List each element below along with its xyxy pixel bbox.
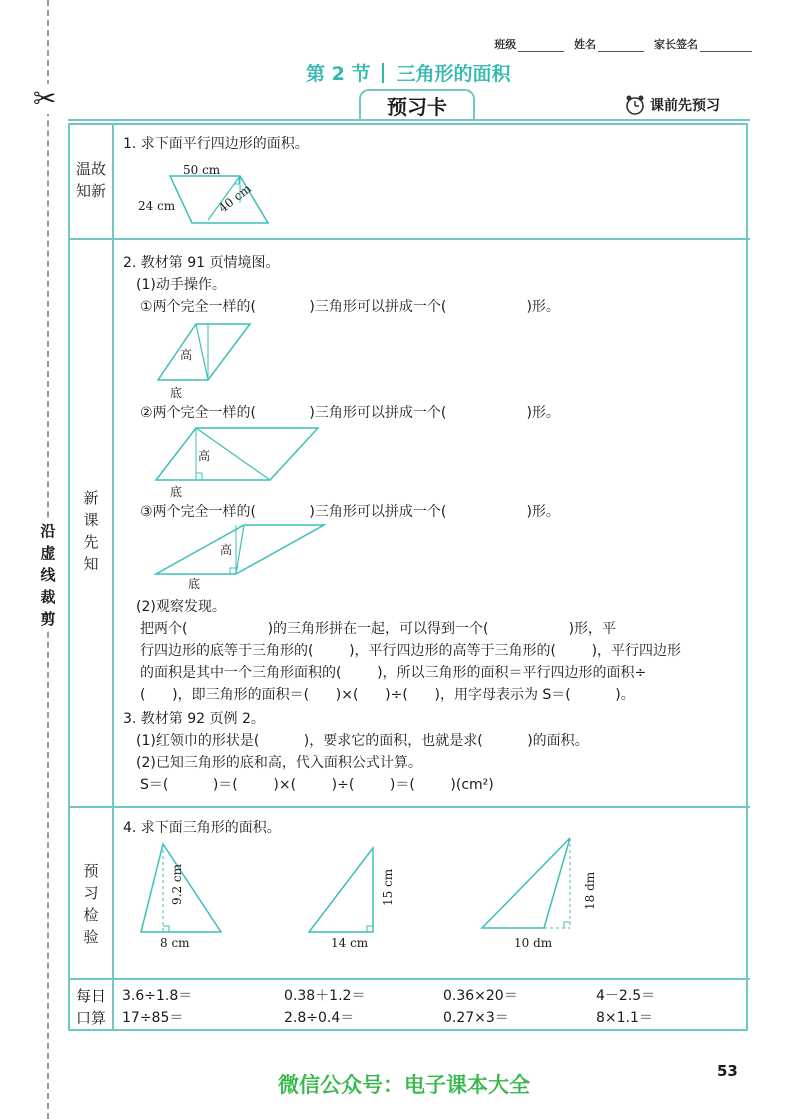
row-heading-check: 预 习 检 验 xyxy=(83,862,99,946)
calc-item[interactable]: 0.38＋1.2＝ xyxy=(284,988,366,1004)
calc-item[interactable]: 0.27×3＝ xyxy=(443,1010,509,1026)
observation-line-1[interactable]: 把两个( )的三角形拼在一起，可以得到一个( )形，平 xyxy=(140,621,617,637)
triangle-3-base-label: 10 dm xyxy=(514,936,553,950)
class-blank[interactable] xyxy=(518,41,564,52)
class-label: 班级 xyxy=(494,38,517,51)
cut-instruction: 沿 虚 线 裁 剪 xyxy=(37,520,59,630)
student-info-fields xyxy=(494,36,752,52)
parallelogram-side-label: 24 cm xyxy=(138,199,176,213)
figure-obtuse-triangles xyxy=(152,522,332,577)
fill-blank-item-3[interactable]: ③两个完全一样的( )三角形可以拼成一个( )形。 xyxy=(140,504,560,520)
base-label-3: 底 xyxy=(188,577,201,591)
triangle-2-height-label: 15 cm xyxy=(381,868,395,906)
section-title xyxy=(306,59,510,86)
row-heading-daily: 每日 口算 xyxy=(75,987,106,1027)
parallelogram-height-label: 40 cm xyxy=(215,181,254,216)
fill-blank-item-1[interactable]: ①两个完全一样的( )三角形可以拼成一个( )形。 xyxy=(140,299,560,315)
height-label-2: 高 xyxy=(198,449,211,463)
observation-line-2[interactable]: 行四边形的底等于三角形的( )，平行四边形的高等于三角形的( )，平行四边形 xyxy=(140,643,682,659)
calc-item[interactable]: 0.36×20＝ xyxy=(443,988,518,1004)
scissors-icon: ✂ xyxy=(33,82,57,115)
question-3: 3. 教材第 92 页例 2。 xyxy=(123,711,265,727)
name-blank[interactable] xyxy=(598,41,644,52)
triangle-1-height-label: 9.2 cm xyxy=(170,864,184,905)
table-column-divider xyxy=(112,123,114,1031)
row-heading-new: 新 课 先 知 xyxy=(83,489,99,573)
triangle-figure-2 xyxy=(305,844,380,934)
row-heading-review: 温故 知新 xyxy=(75,160,106,200)
formula-blanks[interactable]: S＝( )＝( )×( )÷( )＝( )(cm²) xyxy=(140,777,494,793)
figure-acute-triangles xyxy=(150,425,325,485)
preview-badge-label: 课前先预习 xyxy=(650,98,720,114)
triangle-2-base-label: 14 cm xyxy=(331,936,369,950)
parallelogram-top-label: 50 cm xyxy=(183,163,221,177)
parent-sign-blank[interactable] xyxy=(700,41,752,52)
calc-item[interactable]: 4－2.5＝ xyxy=(596,988,656,1004)
question-3-1[interactable]: (1)红领巾的形状是( )，要求它的面积，也就是求( )的面积。 xyxy=(136,733,589,749)
triangle-figure-3 xyxy=(478,834,578,932)
height-label-3: 高 xyxy=(220,543,233,557)
row-divider xyxy=(68,238,750,240)
triangle-1-base-label: 8 cm xyxy=(160,936,190,950)
name-label: 姓名 xyxy=(574,38,597,51)
section-number: 第 2 节 xyxy=(306,63,371,85)
row-divider xyxy=(68,978,750,980)
base-label-1: 底 xyxy=(170,386,183,400)
title-bar xyxy=(68,119,750,121)
subquestion-2-2: (2)观察发现。 xyxy=(136,599,226,615)
question-3-2: (2)已知三角形的底和高，代入面积公式计算。 xyxy=(136,755,422,771)
card-title: 预习卡 xyxy=(359,89,475,121)
base-label-2: 底 xyxy=(170,485,183,499)
subquestion-2-1: (1)动手操作。 xyxy=(136,277,226,293)
question-4: 4. 求下面三角形的面积。 xyxy=(123,820,281,836)
question-2: 2. 教材第 91 页情境图。 xyxy=(123,255,280,271)
preview-badge xyxy=(624,94,720,116)
wechat-footer: 微信公众号：电子课本大全 xyxy=(278,1073,530,1097)
question-1: 1. 求下面平行四边形的面积。 xyxy=(123,136,309,152)
height-label-1: 高 xyxy=(180,348,193,362)
parent-sign-label: 家长签名 xyxy=(654,38,698,51)
fill-blank-item-2[interactable]: ②两个完全一样的( )三角形可以拼成一个( )形。 xyxy=(140,405,560,421)
page-number: 53 xyxy=(717,1062,738,1080)
row-divider xyxy=(68,806,750,808)
triangle-3-height-label: 18 dm xyxy=(583,871,597,910)
calc-item[interactable]: 3.6÷1.8＝ xyxy=(122,988,193,1004)
calc-item[interactable]: 17÷85＝ xyxy=(122,1010,184,1026)
figure-right-triangles xyxy=(150,320,260,385)
alarm-clock-icon xyxy=(624,94,646,116)
observation-line-3[interactable]: 的面积是其中一个三角形面积的( )，所以三角形的面积＝平行四边形的面积÷ xyxy=(140,665,647,681)
calc-item[interactable]: 2.8÷0.4＝ xyxy=(284,1010,355,1026)
calc-item[interactable]: 8×1.1＝ xyxy=(596,1010,653,1026)
observation-line-4[interactable]: ( )，即三角形的面积＝( )×( )÷( )，用字母表示为 S＝( )。 xyxy=(140,687,635,703)
section-name: 三角形的面积 xyxy=(396,63,511,85)
